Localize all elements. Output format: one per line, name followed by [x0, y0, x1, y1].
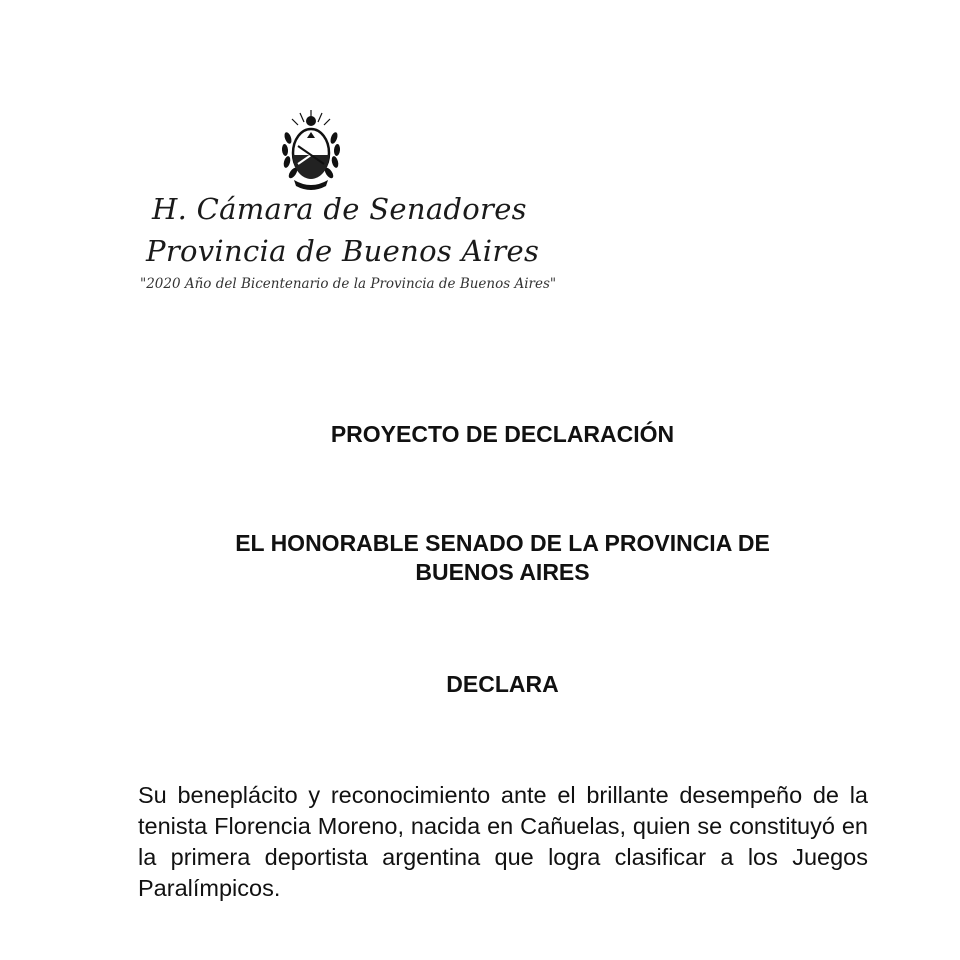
- annual-motto: "2020 Año del Bicentenario de la Provincia de Buenos Aires": [140, 276, 557, 292]
- chamber-name: H. Cámara de Senadores: [152, 192, 527, 226]
- issuer-heading-line-1: EL HONORABLE SENADO DE LA PROVINCIA DE: [235, 530, 770, 556]
- issuer-heading-line-2: BUENOS AIRES: [415, 559, 590, 585]
- province-name: Provincia de Buenos Aires: [146, 234, 540, 268]
- declaration-body: Su beneplácito y reconocimiento ante el brillante desempeño de la tenista Florencia Moreno, nacida en Cañuelas, quien se constituyó en la primera deportista argentina que logra clasificar a los Juegos Paralímpicos.: [138, 781, 868, 901]
- document-title: PROYECTO DE DECLARACIÓN: [330, 421, 675, 447]
- letterhead: [140, 104, 600, 304]
- provincial-coat-of-arms-icon: [280, 108, 342, 194]
- issuer-heading: [140, 529, 865, 587]
- declara-heading: DECLARA: [446, 671, 559, 697]
